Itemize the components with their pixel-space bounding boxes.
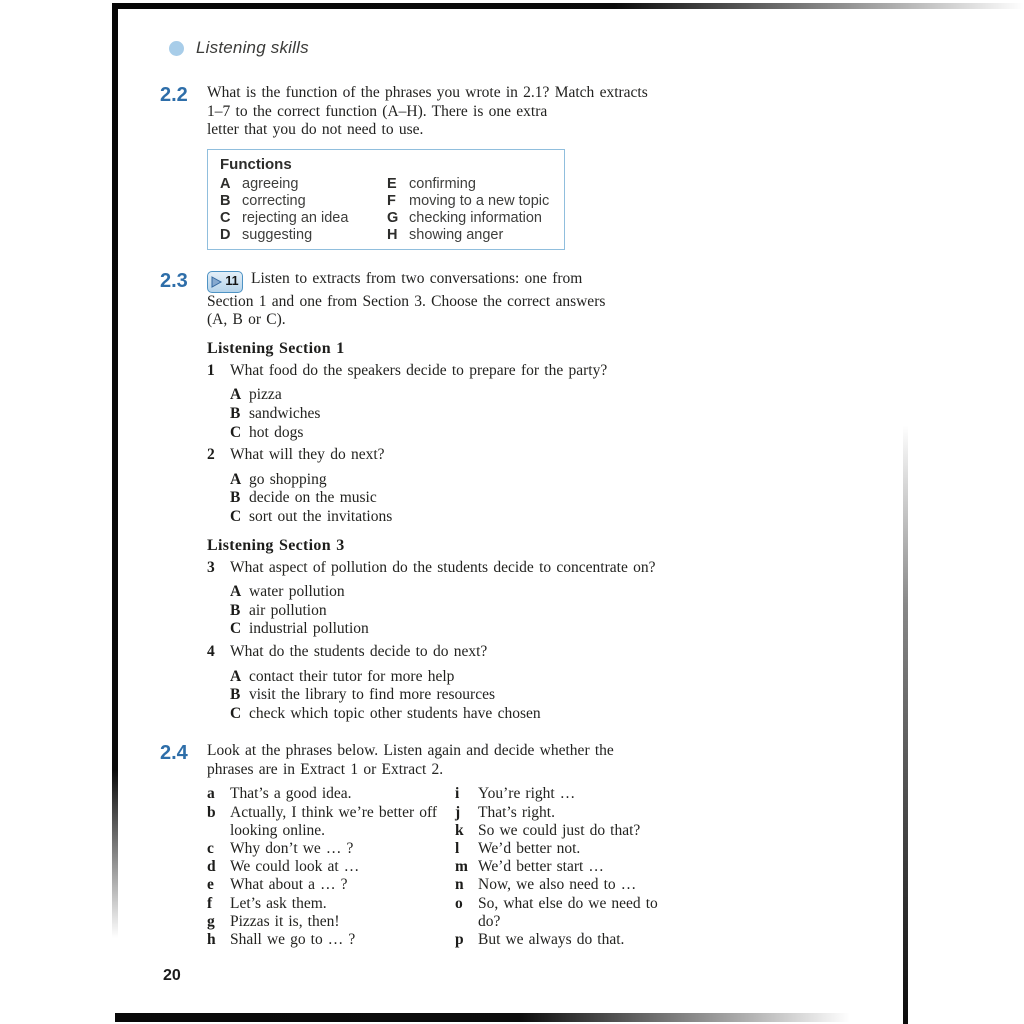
function-label: rejecting an idea xyxy=(242,210,349,227)
option-label: go shopping xyxy=(249,470,327,488)
phrase-list xyxy=(207,785,870,949)
option-letter: B xyxy=(230,601,241,619)
phrase-label: That’s a good idea. xyxy=(230,785,352,803)
option-label: pizza xyxy=(249,386,282,404)
phrase-label: What about a … ? xyxy=(230,876,348,894)
function-letter: C xyxy=(220,210,231,227)
phrase-label: We could look at … xyxy=(230,858,360,876)
phrase-letter: k xyxy=(455,821,464,839)
phrase-letter: e xyxy=(207,876,214,894)
question-2 xyxy=(207,446,870,526)
question-3 xyxy=(207,559,870,639)
phrase-item xyxy=(455,840,700,858)
question-row xyxy=(207,362,870,381)
option-letter: C xyxy=(230,423,242,441)
question-row xyxy=(207,559,870,578)
phrase-item xyxy=(207,895,455,913)
instruction-text: Listen to extracts from two conversations: one from xyxy=(251,269,583,287)
phrase-letter: m xyxy=(455,858,468,876)
options-list xyxy=(230,471,870,527)
question-4 xyxy=(207,643,870,723)
function-label: showing anger xyxy=(409,227,504,244)
phrase-label: But we always do that. xyxy=(478,931,625,949)
functions-box-title: Functions xyxy=(220,155,292,173)
question-text: What do the students decide to do next? xyxy=(230,642,488,660)
phrase-item xyxy=(207,876,455,894)
option xyxy=(230,489,870,508)
exercise-2-2-body xyxy=(207,84,870,250)
exercise-2-3 xyxy=(160,270,870,724)
instruction-line: Look at the phrases below. Listen again and decide whether the xyxy=(207,742,614,760)
phrase-item xyxy=(207,931,455,949)
phrase-letter: l xyxy=(455,840,460,858)
phrase-letter: f xyxy=(207,894,213,912)
function-letter: G xyxy=(387,210,399,227)
bullet-dot-icon xyxy=(169,41,184,56)
phrase-item xyxy=(207,840,455,858)
question-number: 3 xyxy=(207,558,215,576)
phrase-item xyxy=(207,858,455,876)
option-label: air pollution xyxy=(249,601,327,619)
function-label: confirming xyxy=(409,175,476,192)
function-item xyxy=(387,176,549,193)
functions-box xyxy=(207,149,565,250)
option xyxy=(230,602,870,621)
audio-track-badge xyxy=(207,271,243,293)
phrase-letter: g xyxy=(207,912,215,930)
option-label: visit the library to find more resources xyxy=(249,686,496,704)
instruction-line: letter that you do not need to use. xyxy=(207,121,424,139)
question-row xyxy=(207,446,870,465)
function-label: agreeing xyxy=(242,175,299,192)
question-number: 4 xyxy=(207,642,215,660)
function-item xyxy=(387,210,549,227)
option-letter: C xyxy=(230,620,242,638)
function-letter: A xyxy=(220,175,231,192)
option-label: sandwiches xyxy=(249,404,321,422)
question-text: What aspect of pollution do the students decide to concentrate on? xyxy=(230,558,656,576)
option xyxy=(230,668,870,687)
instruction-line: phrases are in Extract 1 or Extract 2. xyxy=(207,760,444,778)
option xyxy=(230,386,870,405)
page-content xyxy=(160,30,870,949)
phrase-item xyxy=(455,822,700,840)
question-number: 2 xyxy=(207,446,215,464)
option xyxy=(230,508,870,527)
function-label: correcting xyxy=(242,192,306,209)
phrase-label: Actually, I think we’re better off looking online. xyxy=(230,803,437,839)
phrase-item xyxy=(455,895,700,931)
functions-column-left xyxy=(220,176,387,245)
option xyxy=(230,424,870,443)
phrase-letter: j xyxy=(455,803,461,821)
page-scan-edge-right xyxy=(903,425,908,1024)
exercise-2-2-number: 2.2 xyxy=(160,84,188,106)
instruction-line: 1–7 to the correct function (A–H). There is one extra xyxy=(207,102,548,120)
option-label: industrial pollution xyxy=(249,620,369,638)
option xyxy=(230,471,870,490)
option-label: hot dogs xyxy=(249,423,304,441)
phrase-label: Now, we also need to … xyxy=(478,876,637,894)
play-icon xyxy=(211,276,222,288)
functions-column-right xyxy=(387,176,549,245)
phrase-label: We’d better start … xyxy=(478,858,604,876)
phrase-letter: d xyxy=(207,858,216,876)
page-scan-edge-top xyxy=(113,3,1024,9)
option xyxy=(230,620,870,639)
function-item xyxy=(387,193,549,210)
phrase-label: Pizzas it is, then! xyxy=(230,912,340,930)
options-list xyxy=(230,386,870,442)
phrase-letter: b xyxy=(207,803,216,821)
question-text: What food do the speakers decide to prepare for the party? xyxy=(230,361,608,379)
phrase-label: Why don’t we … ? xyxy=(230,840,354,858)
function-item xyxy=(220,210,387,227)
phrase-item xyxy=(207,804,455,840)
phrase-letter: c xyxy=(207,840,214,858)
phrase-letter: o xyxy=(455,894,463,912)
phrase-letter: i xyxy=(455,785,460,803)
function-letter: D xyxy=(220,227,231,244)
phrase-item xyxy=(455,858,700,876)
option xyxy=(230,583,870,602)
function-item xyxy=(220,193,387,210)
function-label: moving to a new topic xyxy=(409,192,550,209)
phrase-item xyxy=(455,804,700,822)
phrase-column-right xyxy=(455,785,700,949)
functions-grid xyxy=(220,176,564,245)
function-item xyxy=(220,227,387,244)
options-list xyxy=(230,668,870,724)
page-scan-edge-bottom xyxy=(115,1013,850,1022)
phrase-label: So we could just do that? xyxy=(478,821,641,839)
option-letter: A xyxy=(230,583,242,601)
option-label: decide on the music xyxy=(249,489,377,507)
phrase-item xyxy=(455,876,700,894)
option xyxy=(230,705,870,724)
function-letter: H xyxy=(387,227,398,244)
phrase-item xyxy=(455,785,700,803)
option xyxy=(230,686,870,705)
exercise-2-4 xyxy=(160,742,870,949)
exercise-2-4-number: 2.4 xyxy=(160,742,188,765)
phrase-letter: a xyxy=(207,785,215,803)
option-letter: A xyxy=(230,470,242,488)
option-letter: A xyxy=(230,667,242,685)
listening-section-1-heading: Listening Section 1 xyxy=(207,339,345,357)
function-letter: B xyxy=(220,192,231,209)
section-header xyxy=(169,38,870,58)
question-1 xyxy=(207,362,870,442)
option-label: contact their tutor for more help xyxy=(249,667,455,685)
option-label: check which topic other students have chosen xyxy=(249,704,541,722)
phrase-label: Let’s ask them. xyxy=(230,894,327,912)
phrase-label: Shall we go to … ? xyxy=(230,931,356,949)
option-letter: C xyxy=(230,704,242,722)
instruction-line xyxy=(207,270,870,293)
options-list xyxy=(230,583,870,639)
option-label: sort out the invitations xyxy=(249,507,393,525)
phrase-letter: p xyxy=(455,931,464,949)
option-letter: A xyxy=(230,386,242,404)
exercise-2-3-number: 2.3 xyxy=(160,269,188,292)
function-label: checking information xyxy=(409,210,542,227)
option-letter: B xyxy=(230,404,241,422)
function-letter: E xyxy=(387,175,397,192)
function-letter: F xyxy=(387,192,396,209)
phrase-label: You’re right … xyxy=(478,785,576,803)
phrase-letter: h xyxy=(207,931,216,949)
phrase-item xyxy=(207,785,455,803)
function-label: suggesting xyxy=(242,227,313,244)
exercise-2-3-body xyxy=(207,270,870,724)
phrase-label: We’d better not. xyxy=(478,840,581,858)
option-letter: B xyxy=(230,686,241,704)
phrase-letter: n xyxy=(455,876,464,894)
page-number: 20 xyxy=(163,967,181,984)
phrase-label: So, what else do we need to do? xyxy=(478,894,658,930)
question-row xyxy=(207,643,870,662)
option-label: water pollution xyxy=(249,583,345,601)
function-item xyxy=(220,176,387,193)
phrase-item xyxy=(207,913,455,931)
function-item xyxy=(387,227,549,244)
exercise-2-4-body xyxy=(207,742,870,949)
instruction-line: Section 1 and one from Section 3. Choose the correct answers xyxy=(207,292,606,310)
page-scan-edge-left xyxy=(112,3,118,938)
phrase-column-left xyxy=(207,785,455,949)
exercise-2-2 xyxy=(160,84,870,250)
phrase-item xyxy=(455,931,700,949)
audio-track-number: 11 xyxy=(225,274,239,289)
option xyxy=(230,405,870,424)
instruction-line: What is the function of the phrases you wrote in 2.1? Match extracts xyxy=(207,84,648,101)
option-letter: C xyxy=(230,507,242,525)
listening-section-3-heading: Listening Section 3 xyxy=(207,536,345,554)
option-letter: B xyxy=(230,489,241,507)
question-number: 1 xyxy=(207,361,215,379)
phrase-label: That’s right. xyxy=(478,803,555,821)
question-text: What will they do next? xyxy=(230,446,385,464)
section-header-label: Listening skills xyxy=(196,38,309,57)
instruction-line: (A, B or C). xyxy=(207,311,286,329)
